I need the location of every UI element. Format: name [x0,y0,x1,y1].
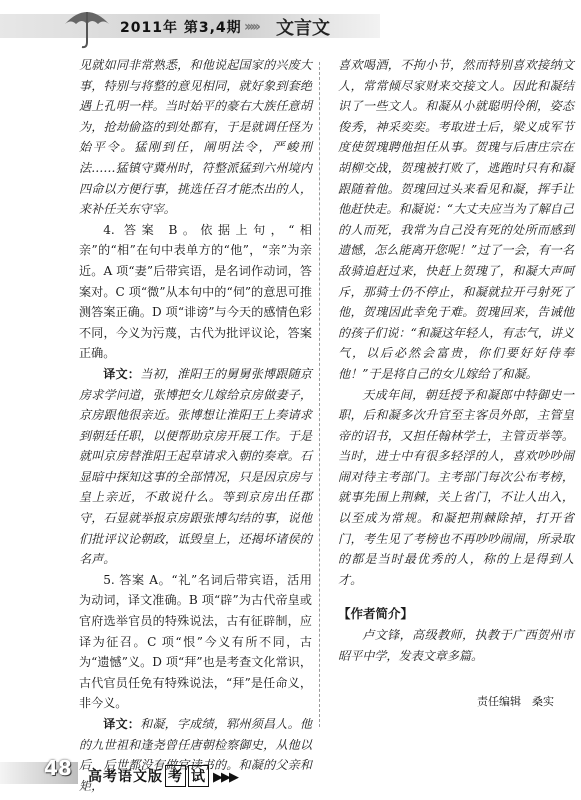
boxed-char: 试 [188,765,209,787]
section-title: 文言文 [276,18,330,39]
page-number: 48 [44,756,72,780]
magazine-title: 高考语文版 [88,769,163,785]
translation-text: 和凝，字成绩，郓州须昌人。他的九世祖和逢尧曾任唐朝检察御史，从他以后，后世都没有做官读书的。和凝的父亲和矩， [79,717,312,793]
umbrella-icon [62,4,112,50]
translation-text: 当初，淮阳王的舅舅张博跟随京房求学问道，张博把女儿嫁给京房做妻子，京房跟他很亲近。张博想让淮阳王上奏请求到朝廷任职，以便帮助京房开展工作。于是就叫京房替淮阳王起草请求入朝的奏章。石显暗中探知这事的全部情况，只是因京房与皇上亲近，不敢说什么。等到京房出任郡守，石显就举报京房跟张博勾结的事，说他们批评议论朝政，诋毁皇上，还揭坏诸侯的名声。 [79,366,312,567]
right-column [338,55,574,713]
translation-label: 译文： [103,717,141,731]
paragraph: 喜欢喝酒，不拘小节，然而特别喜欢接纳文人，常常倾尽家财来交接文人。因此和凝结识了一些文人。和凝从小就聪明伶俐，姿态俊秀，神采奕奕。考取进士后，梁义成军节度使贺瑰聘他担任从事。贺瑰与后唐庄宗在胡柳交战，贺瑰被打败了，逃跑时只有和凝跟随着他。贺瑰回过头来看见和凝，挥手让他赶快走。和凝说：“大丈夫应当为了解自己的人而死，我常为自己没有死的处所而感到遗憾，怎么能离开您呢！”过了一会，有一名敌骑追赶过来，快赶上贺瑰了，和凝大声呵斥，那骑士仍不停止，和凝就拉开弓射死了他，贺瑰因此幸免于难。贺瑰回来，告诫他的孩子们说：“和凝这年轻人，有志气，讲义气，以后必然会富贵，你们要好好侍奉他！”于是将自己的女儿嫁给了和凝。 [338,58,574,381]
left-column [79,55,312,796]
paragraph: 见就如同非常熟悉，和他说起国家的兴废大事，特别与将整的意见相同，就好象到套绝遇上孔明一样。当时始平的豪右大族任意胡为，抢劫偷盗的到处都有，于是就调任怪为始平令。猛刚到任，阐明法令，严峻刑法……猛镇守冀州时，符整派猛到六州境内四命以方便行事，挑选任召才能杰出的人，来补任关东守宰。 [79,58,312,217]
page-footer [0,752,581,800]
issue-label: 2011年 第3,4期 [120,20,242,36]
translation-label: 译文： [103,366,141,381]
header-chevrons: ››››› [244,19,258,35]
answer-4: 4. 答案 B。依据上句，“相亲”的“相”在句中表单方的“他”，“亲”为亲近。A 项“妻”后带宾语，是名词作动词，答案对。C 项“微”从本句中的“伺”的意思可推测答案正确。D 项“诽谤”与今天的感情色彩不同，今义为污蔑，古代为批评议论，答案正确。 [79,222,312,361]
author-heading: 【作者简介】 [338,606,414,622]
author-bio: 卢文锋，高级教师，执教于广西贺州市昭平中学，发表文章多篇。 [338,628,574,663]
column-divider [319,62,320,727]
page-header [0,0,581,52]
editor-credit: 责任编辑 桑实 [477,695,554,709]
translation-paragraph [79,364,312,570]
paragraph: 天成年间，朝廷授予和凝郎中特御史一职，后和凝多次升官至主客员外郎，主管皇帝的诏书，又担任翰林学士，主管贡举等。当时，进士中有很多轻浮的人，喜欢吵吵闹闹对待主考部门。主考部门每次公布考榜，就事先围上荆棘，关上省门，不让人出入，以至成为常规。和凝把荆棘除掉，打开省门，考生见了考榜也不再吵吵闹闹，所录取的都是当时最优秀的人，称的上是得到人才。 [338,387,574,587]
footer-chevrons: ▶▶▶ [213,770,237,785]
magazine-name [88,765,237,787]
boxed-char: 考 [165,765,186,787]
answer-5: 5. 答案 A。“礼”名词后带宾语，活用为动词，译文准确。B 项“辟”为古代帝皇或官府选举官员的特殊说法，古有征辟制，应译为征召。C 项“恨”今义有所不同，古为“遗憾”义。D 项“拜”也是考查文化常识，古代官员任免有特殊说法，“拜”是任命义，非今义。 [79,572,312,711]
